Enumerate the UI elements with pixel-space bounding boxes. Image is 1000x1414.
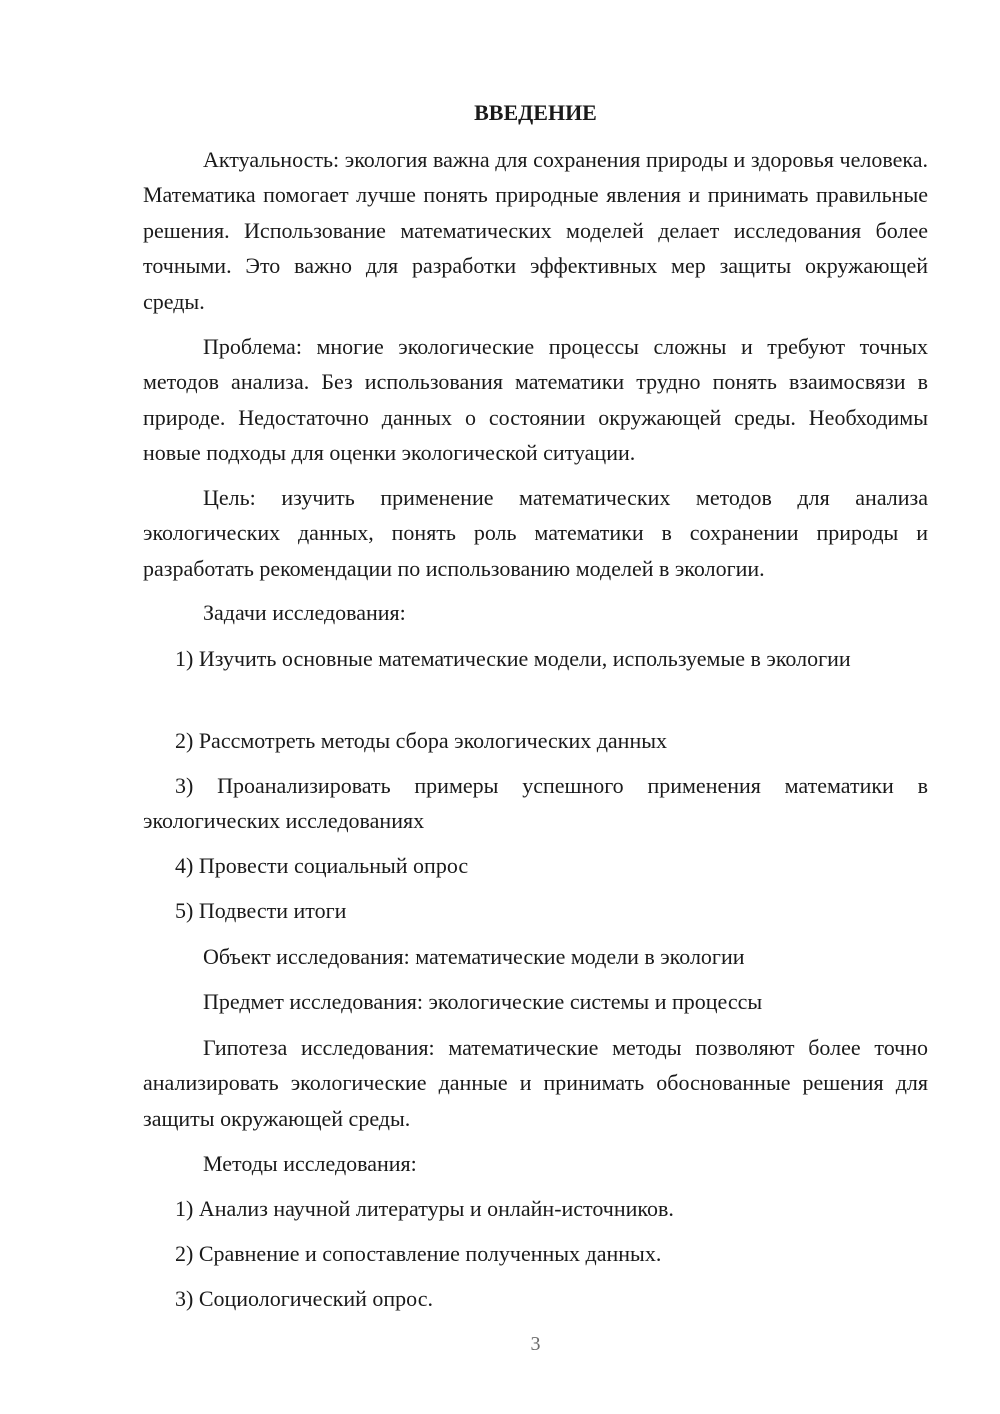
tasks-heading: Задачи исследования: — [203, 600, 406, 625]
page-number: 3 — [530, 1333, 541, 1355]
method-item-2: 2) Сравнение и сопоставление полученных данных. — [175, 1241, 662, 1266]
task-item-1: 1) Изучить основные математические модели, используемые в экологии — [175, 646, 851, 671]
page-title: ВВЕДЕНИЕ — [474, 100, 597, 125]
object-paragraph: Объект исследования: математические модели в экологии — [203, 944, 745, 969]
task-item-3: 3) Проанализировать примеры успешного применения математики в экологических исследованиях — [143, 773, 928, 834]
task-item-2: 2) Рассмотреть методы сбора экологических данных — [175, 728, 668, 753]
method-item-1: 1) Анализ научной литературы и онлайн-источников. — [175, 1196, 674, 1221]
methods-heading: Методы исследования: — [203, 1151, 417, 1176]
task-item-4: 4) Провести социальный опрос — [175, 853, 469, 878]
subject-paragraph: Предмет исследования: экологические системы и процессы — [203, 989, 763, 1014]
goal-paragraph: Цель: изучить применение математических методов для анализа экологических данных, понять роль математики в сохранении природы и разработать рекомендации по использованию моделей в экологии. — [143, 485, 928, 581]
document-page — [143, 0, 928, 1414]
task-item-5: 5) Подвести итоги — [175, 898, 347, 923]
method-item-3: 3) Социологический опрос. — [175, 1286, 433, 1311]
problem-paragraph: Проблема: многие экологические процессы сложны и требуют точных методов анализа. Без использования математики трудно понять взаимосвязи в природе. Недостаточно данных о состоянии окружающей среды. Необходимы новые подходы для оценки экологической ситуации. — [143, 334, 928, 466]
relevance-paragraph: Актуальность: экология важна для сохранения природы и здоровья человека. Математика помогает лучше понять природные явления и принимать правильные решения. Использование математических моделей делает исследования более точными. Это важно для разработки эффективных мер защиты окружающей среды. — [143, 147, 928, 314]
hypothesis-paragraph: Гипотеза исследования: математические методы позволяют более точно анализировать экологические данные и принимать обоснованные решения для защиты окружающей среды. — [143, 1035, 928, 1131]
